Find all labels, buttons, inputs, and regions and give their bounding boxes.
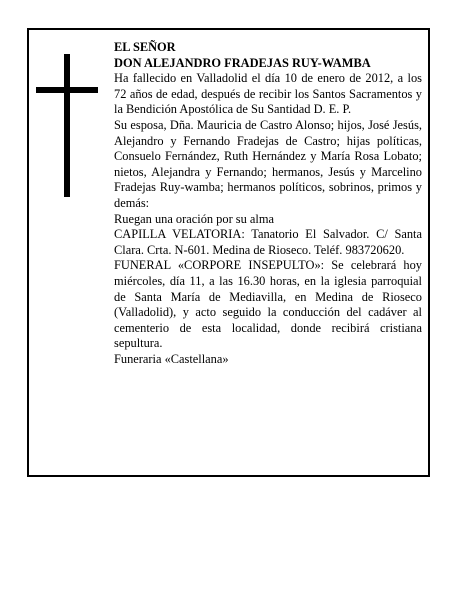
obituary-text <box>114 40 422 367</box>
notice-deceased-name: DON ALEJANDRO FRADEJAS RUY-WAMBA <box>114 55 371 70</box>
funeral-paragraph: FUNERAL «CORPORE INSEPULTO»: Se celebrará hoy miércoles, día 11, a las 16.30 horas, en la iglesia parroquial de Santa María de Mediavilla, en Medina de Rioseco (Valladolid), y acto seguido la conducción del cadáver al cementerio de esta localidad, donde recibirá cristiana sepultura. <box>114 258 422 351</box>
prayer-request-paragraph: Ruegan una oración por su alma <box>114 211 274 226</box>
notice-title-line-1: EL SEÑOR <box>114 40 176 54</box>
latin-cross-icon <box>36 54 98 197</box>
cross-vertical-bar <box>64 54 70 197</box>
funeral-home-paragraph: Funeraria «Castellana» <box>114 351 229 366</box>
family-paragraph: Su esposa, Dña. Mauricia de Castro Alonso; hijos, José Jesús, Alejandro y Fernando Fradejas de Castro; hijas políticas, Consuelo Fernández, Ruth Hernández y María Rosa Lobato; nietos, Alejandra y Fernando; hermanos, Jesús y Marcelino Fradejas Ruy-wamba; hermanos políticos, sobrinos, primos y demás: <box>114 117 422 210</box>
chapel-paragraph: CAPILLA VELATORIA: Tanatorio El Salvador. C/ Santa Clara. Crta. N-601. Medina de Rioseco. Teléf. 983720620. <box>114 227 422 257</box>
cross-horizontal-bar <box>36 87 98 93</box>
death-announcement-paragraph: Ha fallecido en Valladolid el día 10 de enero de 2012, a los 72 años de edad, después de recibir los Santos Sacramentos y la Bendición Apostólica de Su Santidad D. E. P. <box>114 71 422 117</box>
